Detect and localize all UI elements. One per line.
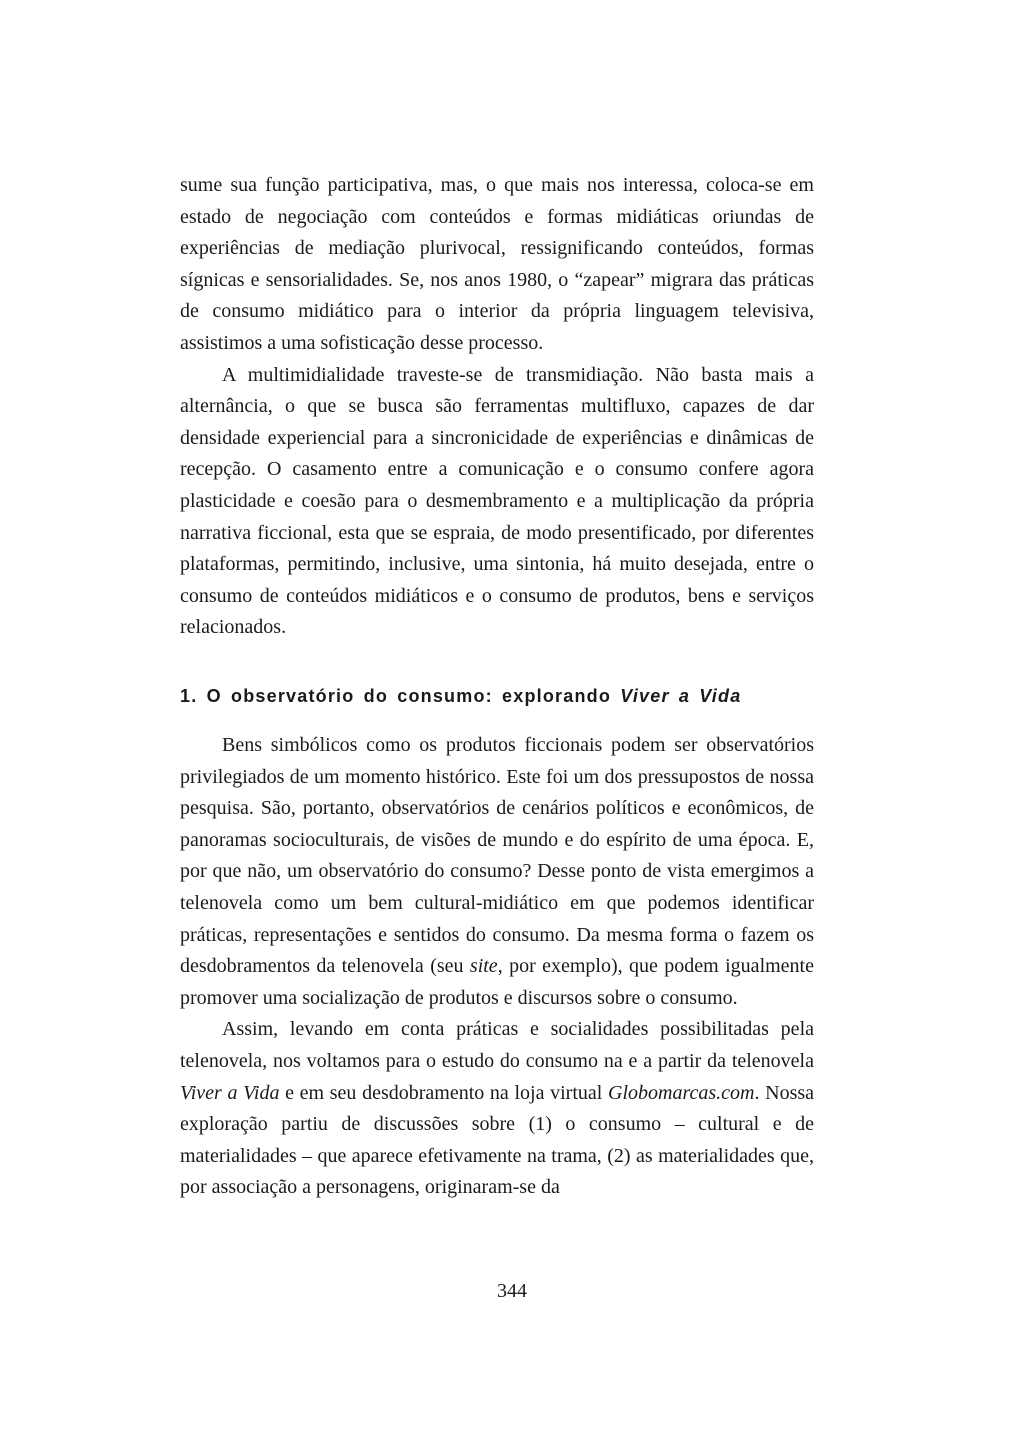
paragraph	[180, 730, 814, 1014]
page-number: 344	[497, 1280, 527, 1302]
paragraph-text: Assim, levando em conta práticas e socialidades possibilitadas pela telenovela, nos voltamos para o estudo do consumo na e a partir da telenovela	[180, 1018, 814, 1072]
paragraph: A multimidialidade traveste-se de transmidiação. Não basta mais a alternância, o que se busca são ferramentas multifluxo, capazes de dar densidade experiencial para a sincronicidade de experiências e dinâmicas de recepção. O casamento entre a comunicação e o consumo confere agora plasticidade e coesão para o desmembramento e a multiplicação da própria narrativa ficcional, esta que se espraia, de modo presentificado, por diferentes plataformas, permitindo, inclusive, uma sintonia, há muito desejada, entre o consumo de conteúdos midiáticos e o consumo de produtos, bens e serviços relacionados.	[180, 363, 814, 639]
italic-term: site	[469, 955, 498, 978]
paragraph-text: Bens simbólicos como os produtos ficcionais podem ser observatórios privilegiados de um momento histórico. Este foi um dos pressupostos de nossa pesquisa. São, portanto, observatórios de cenários políticos e econômicos, de panoramas socioculturais, de visões de mundo e do espírito de uma época. E, por que não, um observatório do consumo? Desse ponto de vista emergimos a telenovela como um bem cultural-midiático em que podemos identificar práticas, representações e sentidos do consumo. Da mesma forma o fazem os desdobramentos da telenovela (seu	[180, 734, 814, 978]
body-text-bottom	[180, 730, 814, 1204]
paragraph: sume sua função participativa, mas, o que mais nos interessa, coloca-se em estado de negociação com conteúdos e formas midiáticas oriundas de experiências de mediação plurivocal, ressignificando conteúdos, formas sígnicas e sensorialidades. Se, nos anos 1980, o “zapear” migrara das práticas de consumo midiático para o interior da própria linguagem televisiva, assistimos a uma sofisticação desse processo.	[180, 174, 814, 354]
paragraph-text: . Nossa exploração partiu de discussões sobre (1) o consumo – cultural e de materialidades – que aparece efetivamente na trama, (2) as materialidades que, por associação a personagens, originaram-se da	[180, 1081, 815, 1199]
section-number: 1.	[180, 686, 198, 706]
body-text-top	[180, 170, 814, 644]
italic-store-name: Globomarcas.com	[608, 1081, 755, 1104]
paragraph-text: , por exemplo), que podem igualmente promover uma socialização de produtos e discursos sobre o consumo.	[180, 955, 814, 1009]
paragraph-text: e em seu desdobramento na loja virtual	[285, 1081, 603, 1104]
section-heading-text: O observatório do consumo: explorando	[206, 686, 612, 706]
italic-title: Viver a Vida	[180, 1081, 280, 1104]
section-heading-title: Viver a Vida	[620, 686, 742, 706]
paragraph	[180, 1014, 814, 1204]
section-heading	[180, 684, 814, 708]
